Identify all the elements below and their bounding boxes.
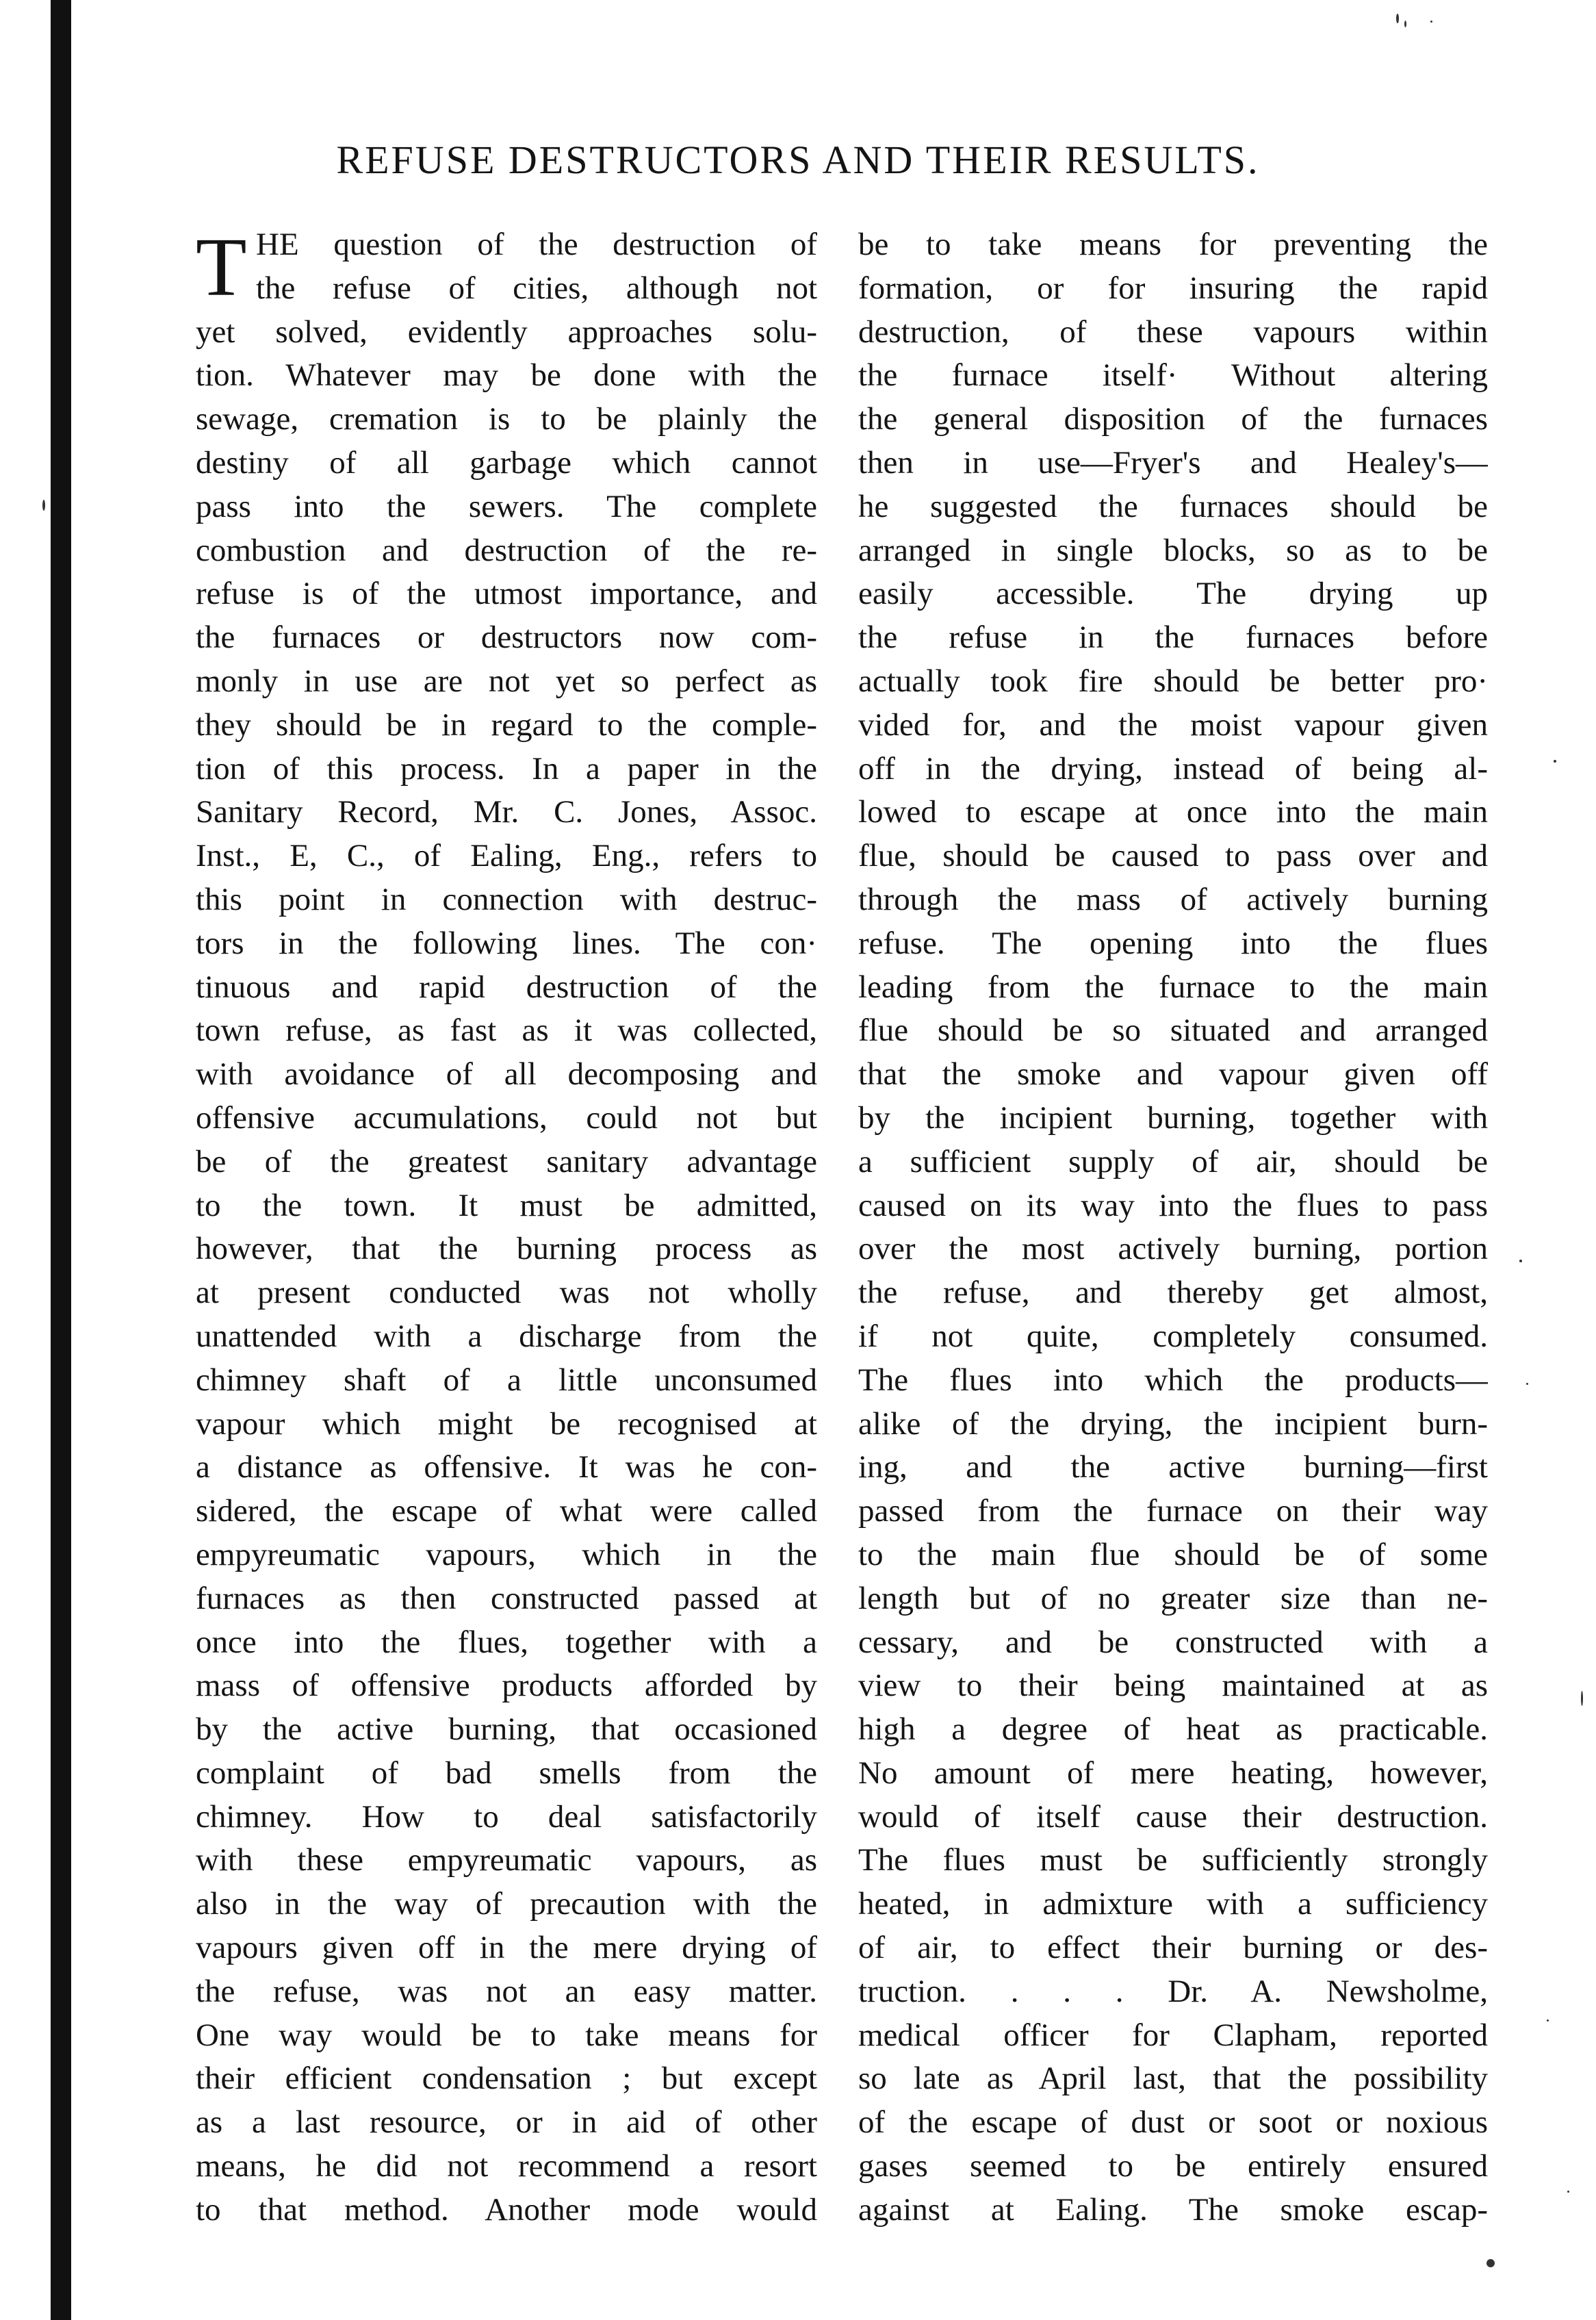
text-line: cessary, and be constructed with a	[858, 1624, 1488, 1660]
drop-cap: T	[196, 221, 247, 314]
text-line: yet solved, evidently approaches solu-	[196, 314, 817, 350]
text-line: against at Ealing. The smoke escap-	[858, 2191, 1488, 2228]
text-line: complaint of bad smells from the	[196, 1755, 817, 1791]
text-line: furnaces as then constructed passed at	[196, 1580, 817, 1616]
text-line: empyreumatic vapours, which in the	[196, 1536, 817, 1572]
text-line: by the incipient burning, together with	[858, 1099, 1488, 1136]
text-line: to that method. Another mode would	[196, 2191, 817, 2228]
text-line: the furnaces or destructors now com-	[196, 620, 817, 656]
text-line: alike of the drying, the incipient burn-	[858, 1405, 1488, 1442]
text-line: destiny of all garbage which cannot	[196, 444, 817, 481]
text-line: tinuous and rapid destruction of the	[196, 969, 817, 1005]
text-line: heated, in admixture with a sufficiency	[858, 1886, 1488, 1922]
text-line: mass of offensive products afforded by	[196, 1668, 817, 1704]
text-line: vided for, and the moist vapour given	[858, 706, 1488, 743]
text-line: at present conducted was not wholly	[196, 1275, 817, 1311]
left-column	[196, 223, 817, 2232]
text-line: tion of this process. In a paper in the	[196, 750, 817, 787]
text-line: of the escape of dust or soot or noxious	[858, 2104, 1488, 2141]
text-line: be to take means for preventing the	[858, 227, 1488, 262]
text-line: to the town. It must be admitted,	[196, 1187, 817, 1223]
text-line: easily accessible. The drying up	[858, 576, 1488, 612]
text-line: high a degree of heat as practicable.	[858, 1711, 1488, 1748]
text-line: combustion and destruction of the re-	[196, 532, 817, 568]
text-line: ing, and the active burning—first	[858, 1449, 1488, 1486]
text-line: gases seemed to be entirely ensured	[858, 2148, 1488, 2184]
text-line: if not quite, completely consumed.	[858, 1318, 1488, 1354]
text-line: the refuse in the furnaces before	[858, 620, 1488, 656]
text-line: then in use—Fryer's and Healey's—	[858, 444, 1488, 481]
text-line: however, that the burning process as	[196, 1231, 817, 1267]
text-line: the refuse, was not an easy matter.	[196, 1973, 817, 2009]
text-line: the furnace itself· Without altering	[858, 357, 1488, 394]
text-line: medical officer for Clapham, reported	[858, 2017, 1488, 2053]
text-line: destruction, of these vapours within	[858, 314, 1488, 350]
text-line: lowed to escape at once into the main	[858, 794, 1488, 830]
text-line: to the main flue should be of some	[858, 1536, 1488, 1572]
text-line: One way would be to take means for	[196, 2017, 817, 2053]
text-line: formation, or for insuring the rapid	[858, 270, 1488, 306]
text-line: also in the way of precaution with the	[196, 1886, 817, 1922]
text-line: that the smoke and vapour given off	[858, 1056, 1488, 1093]
text-line: their efficient condensation ; but except	[196, 2061, 817, 2097]
text-line: of air, to effect their burning or des-	[858, 1930, 1488, 1966]
text-line: means, he did not recommend a resort	[196, 2148, 817, 2184]
text-line: length but of no greater size than ne-	[858, 1580, 1488, 1616]
text-line: chimney shaft of a little unconsumed	[196, 1362, 817, 1398]
text-line: they should be in regard to the comple-	[196, 706, 817, 743]
text-line: with these empyreumatic vapours, as	[196, 1842, 817, 1878]
text-line: truction. . . . Dr. A. Newsholme,	[858, 1973, 1488, 2009]
text-line: over the most actively burning, portion	[858, 1231, 1488, 1267]
text-line: The flues must be sufficiently strongly	[858, 1842, 1488, 1878]
text-line: the refuse of cities, although not	[256, 270, 817, 306]
text-line: refuse is of the utmost importance, and	[196, 576, 817, 612]
text-line: HE question of the destruction of	[256, 227, 817, 262]
text-line: the general disposition of the furnaces	[858, 401, 1488, 437]
text-line: unattended with a discharge from the	[196, 1318, 817, 1354]
binding-edge	[51, 0, 71, 2320]
text-line: chimney. How to deal satisfactorily	[196, 1798, 817, 1835]
text-line: off in the drying, instead of being al-	[858, 750, 1488, 787]
text-line: by the active burning, that occasioned	[196, 1711, 817, 1748]
text-line: No amount of mere heating, however,	[858, 1755, 1488, 1791]
text-line: view to their being maintained at as	[858, 1668, 1488, 1704]
text-line: this point in connection with destruc-	[196, 881, 817, 917]
text-line: a sufficient supply of air, should be	[858, 1143, 1488, 1180]
text-line: once into the flues, together with a	[196, 1624, 817, 1660]
right-column	[858, 223, 1488, 2232]
text-line: through the mass of actively burning	[858, 881, 1488, 917]
text-line: leading from the furnace to the main	[858, 969, 1488, 1005]
text-line: refuse. The opening into the flues	[858, 925, 1488, 961]
article-title: REFUSE DESTRUCTORS AND THEIR RESULTS.	[336, 138, 1260, 182]
text-line: town refuse, as fast as it was collected,	[196, 1012, 817, 1049]
text-line: vapour which might be recognised at	[196, 1405, 817, 1442]
text-line: sidered, the escape of what were called	[196, 1493, 817, 1529]
text-line: Inst., E, C., of Ealing, Eng., refers to	[196, 838, 817, 874]
left-column-lines	[196, 223, 817, 2232]
text-line: Sanitary Record, Mr. C. Jones, Assoc.	[196, 794, 817, 830]
text-line: tion. Whatever may be done with the	[196, 357, 817, 394]
text-line: the refuse, and thereby get almost,	[858, 1275, 1488, 1311]
text-line: he suggested the furnaces should be	[858, 488, 1488, 524]
text-line: so late as April last, that the possibility	[858, 2061, 1488, 2097]
text-line: sewage, cremation is to be plainly the	[196, 401, 817, 437]
text-line: be of the greatest sanitary advantage	[196, 1143, 817, 1180]
text-line: actually took fire should be better pro·	[858, 663, 1488, 699]
text-line: tors in the following lines. The con·	[196, 925, 817, 961]
text-line: vapours given off in the mere drying of	[196, 1930, 817, 1966]
text-line: a distance as offensive. It was he con-	[196, 1449, 817, 1486]
text-line: flue should be so situated and arranged	[858, 1012, 1488, 1049]
text-line: The flues into which the products—	[858, 1362, 1488, 1398]
text-line: offensive accumulations, could not but	[196, 1099, 817, 1136]
text-line: passed from the furnace on their way	[858, 1493, 1488, 1529]
text-line: flue, should be caused to pass over and	[858, 838, 1488, 874]
text-line: caused on its way into the flues to pass	[858, 1187, 1488, 1223]
text-line: would of itself cause their destruction.	[858, 1798, 1488, 1835]
text-line: pass into the sewers. The complete	[196, 488, 817, 524]
text-line: arranged in single blocks, so as to be	[858, 532, 1488, 568]
text-line: monly in use are not yet so perfect as	[196, 663, 817, 699]
right-column-lines	[858, 223, 1488, 2232]
text-line: as a last resource, or in aid of other	[196, 2104, 817, 2141]
text-line: with avoidance of all decomposing and	[196, 1056, 817, 1093]
